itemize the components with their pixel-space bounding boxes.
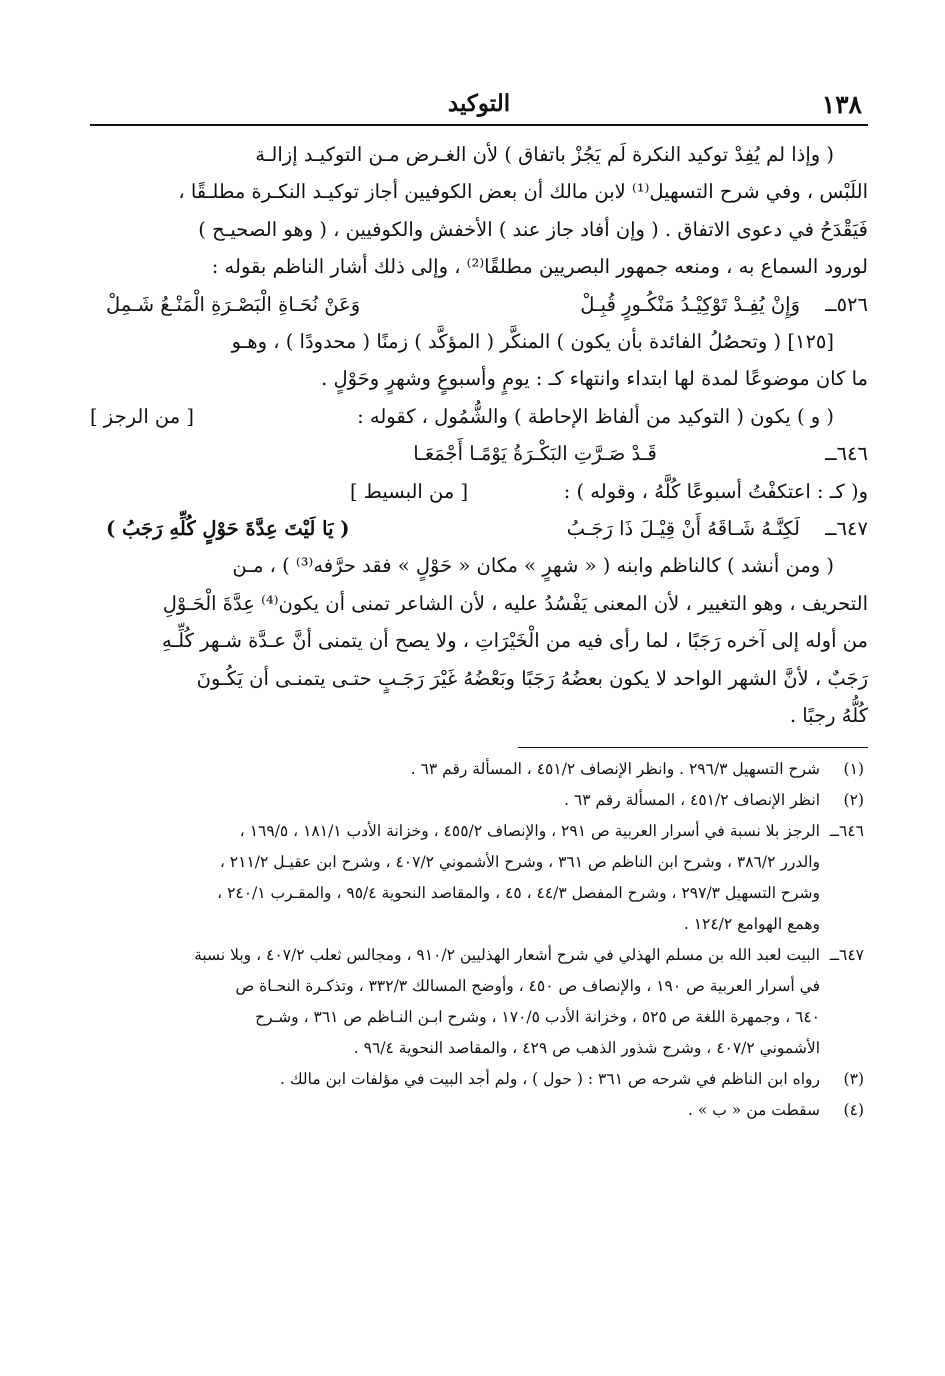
paragraph-line: رَجَبٌ ، لأنَّ الشهر الواحد لا يكون بعضُهُ رَجَبًا وبَعْضُهُ غَيْرَ رَجَـبٍ حتـى يتمنـى أن يَكُـونَ bbox=[196, 666, 868, 690]
footnote-line: شرح التسهيل ٢٩٦/٣ . وانظر الإنصاف ٤٥١/٢ ، المسألة رقم ٦٣ . bbox=[410, 759, 820, 778]
footnote-mark: (٢) bbox=[843, 790, 864, 809]
paragraph-line: اللَبْس ، وفي شرح التسهيل⁽¹⁾ لابن مالك أن بعض الكوفيين أجاز توكيـد النكـرة مطلـقًا ، bbox=[178, 180, 868, 204]
paragraph-line: لورود السماع به ، ومنعه جمهور البصريين مطلقًا⁽²⁾ ، وإلى ذلك أشار الناظم بقوله : bbox=[211, 255, 868, 279]
footnote-item bbox=[90, 785, 868, 816]
page-header bbox=[90, 88, 868, 126]
footnote-mark: ٦٤٧ــ bbox=[829, 945, 864, 964]
footnote-separator bbox=[518, 747, 868, 748]
footnote-line: انظر الإنصاف ٤٥١/٢ ، المسألة رقم ٦٣ . bbox=[564, 790, 820, 809]
verse-hemistich-second: وَعَنْ نُحَـاةِ الْبَصْـرَةِ الْمَنْـعُ شَـمِلْ bbox=[106, 292, 361, 316]
paragraph-line: ( ومن أنشد ) كالناظم وابنه ( « شهرٍ » مكان « حَوْلٍ » فقد حرَّفه⁽³⁾ ) ، مـن bbox=[232, 554, 834, 578]
paragraph-line: من أوله إلى آخره رَجَبًا ، لما رأى فيه من الْخَيْرَاتِ ، ولا يصح أن يتمنى أنَّ عـدَّة شـهر كُلِّـهِ bbox=[162, 629, 868, 653]
footnotes bbox=[90, 754, 868, 1126]
footnote-line: الرجز بلا نسبة في أسرار العربية ص ٢٩١ ، والإنصاف ٤٥٥/٢ ، وخزانة الأدب ١٨١/١ ، ١٦٩/٥ ، bbox=[239, 821, 820, 840]
paragraph-line: ( وإذا لم يُفِدْ توكيد النكرة لَم يَجُزْ باتفاق ) لأن الغـرض مـن التوكيـد إزالـة bbox=[255, 143, 834, 166]
footnote-line: في أسرار العربية ص ١٩٠ ، والإنصاف ص ٤٥٠ ، وأوضح المسالك ٣٣٢/٣ ، وتذكـرة النحـاة ص bbox=[235, 976, 820, 995]
running-title: التوكيد bbox=[447, 90, 511, 117]
verse-hemistich-first: لَكِنَّـهُ شَـاقَهُ أَنْ قِيْـلَ ذَا رَجَـبُ bbox=[566, 517, 800, 541]
verse-646 bbox=[90, 435, 868, 472]
paragraph-text: و( كـ : اعتكفْتُ أسبوعًا كُلَّهُ ، وقوله ) : bbox=[563, 479, 868, 503]
verse-hemistich-first: وَإِنْ يُفِـدْ تَوْكِيْـدُ مَنْكُـورٍ قُبِـلْ bbox=[580, 292, 800, 316]
book-page bbox=[90, 88, 868, 1348]
paragraph-line: ما كان موضوعًا لمدة لها ابتداء وانتهاء كـ : يومٍ وأسبوعٍ وشهرٍ وحَوْلٍ . bbox=[321, 367, 868, 391]
footnote-item bbox=[90, 1095, 868, 1126]
footnote-item bbox=[90, 816, 868, 940]
footnote-mark: (١) bbox=[843, 759, 864, 778]
footnote-line: البيت لعبد الله بن مسلم الهذلي في شرح أشعار الهذليين ٩١٠/٢ ، ومجالس ثعلب ٤٠٧/٢ ، وبلا نسبة bbox=[194, 945, 820, 964]
verse-526 bbox=[90, 286, 868, 323]
meter-note: [ من الرجز ] bbox=[90, 404, 195, 428]
footnote-item bbox=[90, 754, 868, 785]
page-number: ١٣٨ bbox=[821, 90, 862, 119]
paragraph-line-with-meter bbox=[90, 398, 868, 435]
footnote-line: ٦٤٠ ، وجمهرة اللغة ص ٥٢٥ ، وخزانة الأدب ١٧٠/٥ ، وشرح ابـن النـاظم ص ٣٦١ ، وشـرح bbox=[255, 1007, 820, 1026]
footnote-line: والدرر ٣٨٦/٢ ، وشرح ابن الناظم ص ٣٦١ ، وشرح الأشموني ٤٠٧/٢ ، وشرح ابن عقيـل ٢١١/٢ ، bbox=[219, 852, 820, 871]
paragraph-line-with-meter bbox=[90, 473, 868, 510]
paragraph-line: كُلُّهُ رجبًا . bbox=[789, 704, 868, 728]
footnote-mark: (٣) bbox=[843, 1069, 864, 1088]
verse-text: قَـدْ صَـرَّتِ البَكْـرَةُ يَوْمًـا أَجْمَعَـا bbox=[413, 442, 657, 466]
paragraph-line: التحريف ، وهو التغيير ، لأن المعنى يَفْسُدُ عليه ، لأن الشاعر تمنى أن يكون⁽⁴⁾ عِدَّةَ الْحَـوْلِ bbox=[162, 591, 868, 615]
footnote-line: الأشموني ٤٠٧/٢ ، وشرح شذور الذهب ص ٤٢٩ ، والمقاصد النحوية ٩٦/٤ . bbox=[353, 1038, 820, 1057]
footnote-item bbox=[90, 940, 868, 1064]
paragraph-text: ( و ) يكون ( التوكيد من ألفاظ الإحاطة ) والشُّمُول ، كقوله : bbox=[357, 404, 834, 428]
paragraph-line: فَيَقْدَحُ في دعوى الاتفاق . ( وإن أفاد جاز عند ) الأخفش والكوفيين ، ( وهو الصحيـح ) bbox=[198, 217, 868, 241]
verse-number: ٦٤٧ــ bbox=[825, 517, 868, 541]
meter-note: [ من البسيط ] bbox=[350, 479, 469, 503]
main-text bbox=[90, 136, 868, 735]
paragraph-line: [١٢٥] ( وتحصُلُ الفائدة بأن يكون ) المنكَّر ( المؤكَّد ) زمنًا ( محدودًا ) ، وهـو bbox=[231, 330, 834, 354]
verse-number: ٥٢٦ــ bbox=[825, 292, 868, 316]
footnote-line: وشرح التسهيل ٢٩٧/٣ ، وشرح المفصل ٤٤/٣ ، ٤٥ ، والمقاصد النحوية ٩٥/٤ ، والمقـرب ٢٤٠/١ ، bbox=[217, 883, 820, 902]
footnote-item bbox=[90, 1064, 868, 1095]
footnote-line: رواه ابن الناظم في شرحه ص ٣٦١ : ( حول ) ، ولم أجد البيت في مؤلفات ابن مالك . bbox=[280, 1069, 820, 1088]
verse-number: ٦٤٦ــ bbox=[825, 442, 868, 466]
footnote-mark: (٤) bbox=[843, 1100, 864, 1119]
footnote-line: سقطت من « ب » . bbox=[688, 1100, 820, 1119]
verse-647 bbox=[90, 510, 868, 547]
footnote-line: وهمع الهوامع ١٢٤/٢ . bbox=[683, 914, 820, 933]
footnote-mark: ٦٤٦ــ bbox=[829, 821, 864, 840]
verse-hemistich-second: ( يَا لَيْتَ عِدَّةَ حَوْلٍ كُلِّهِ رَجَبُ ) bbox=[106, 517, 350, 541]
